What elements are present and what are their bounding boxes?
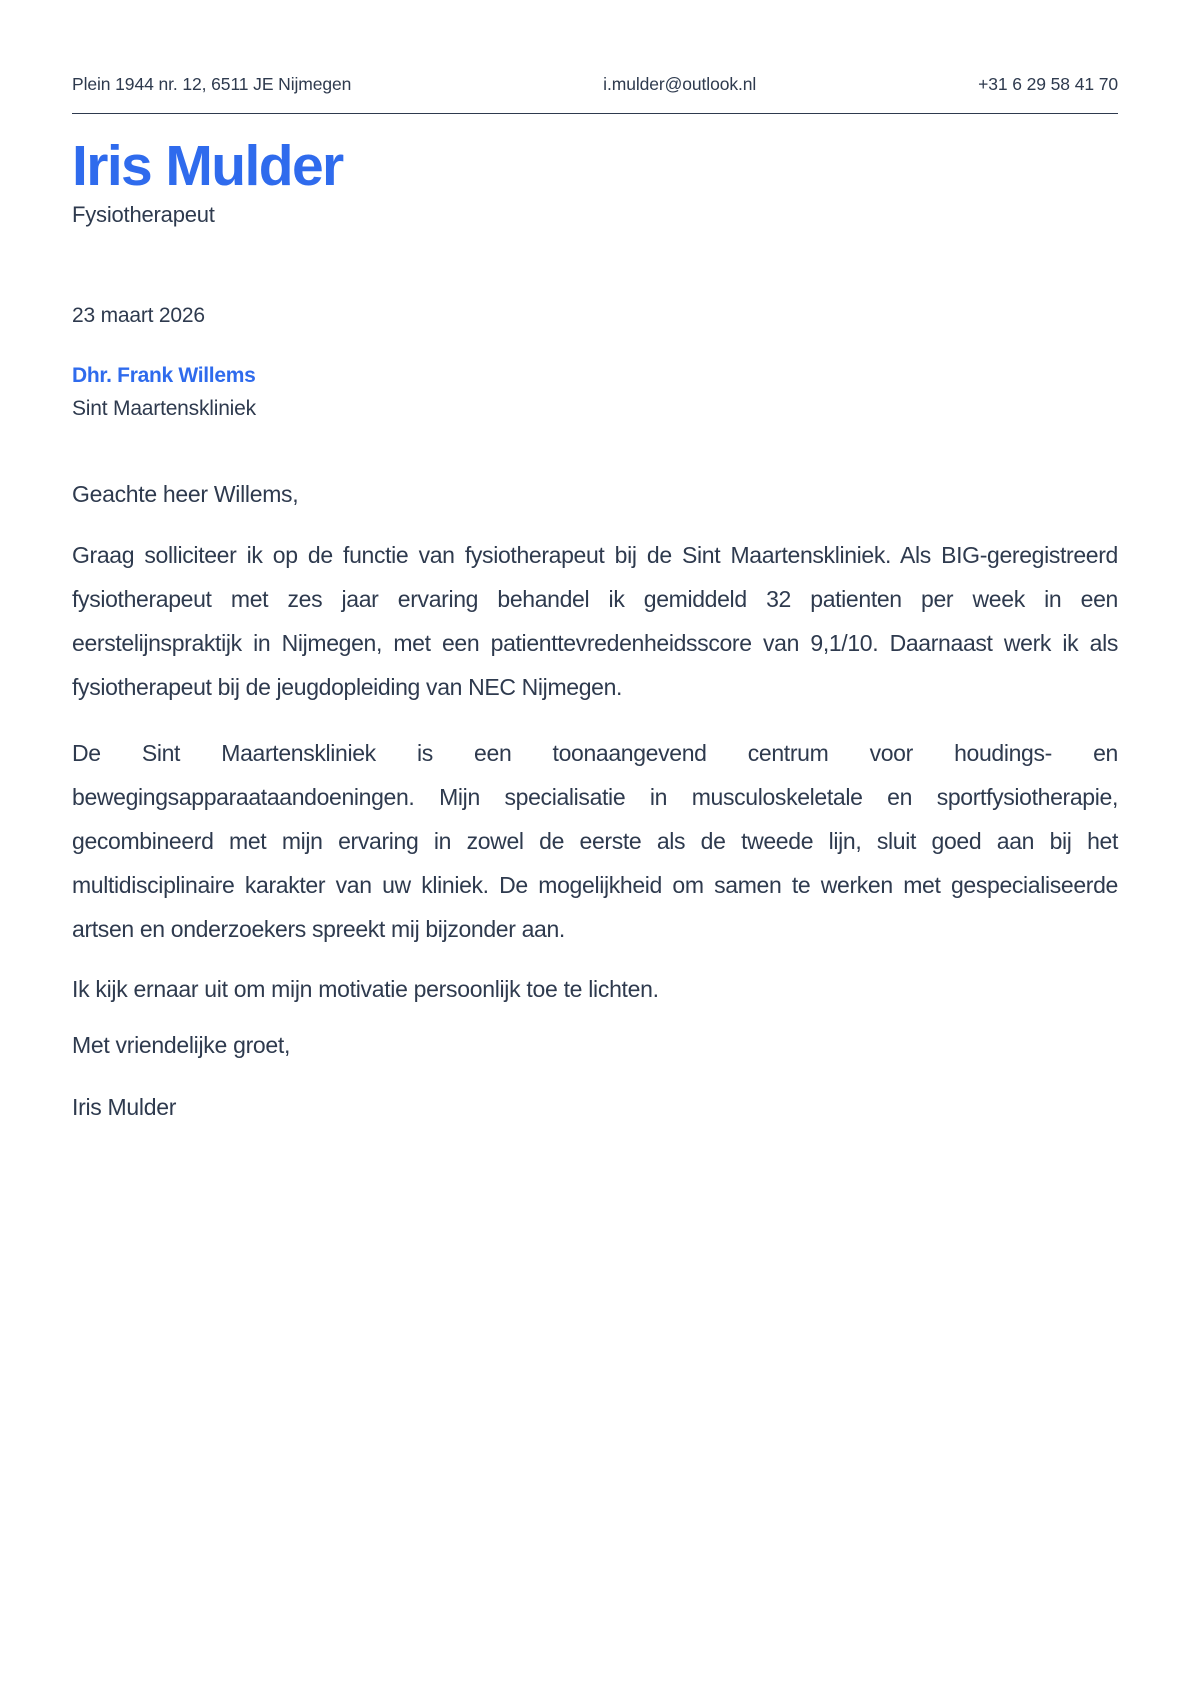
salutation: Geachte heer Willems,	[72, 481, 299, 508]
signature-name: Iris Mulder	[72, 1094, 177, 1121]
body-paragraph-3: Ik kijk ernaar uit om mijn motivatie persoonlijk toe te lichten.	[72, 976, 659, 1003]
contact-email[interactable]: i.mulder@outlook.nl	[603, 74, 757, 94]
letter-body	[72, 477, 1118, 1124]
body-paragraph-1: Graag solliciteer ik op de functie van fysiotherapeut bij de Sint Maartenskliniek. Als BIG-geregistreerd fysiotherapeut met zes jaar ervaring behandel ik gemiddeld 32 patienten per week in een eerstelijnspraktijk in Nijmegen, met een patienttevredenheidsscore van 9,1/10. Daarnaast werk ik als fysiotherapeut bij de jeugdopleiding van NEC Nijmegen.	[72, 541, 1118, 701]
recipient-block	[72, 364, 1118, 421]
body-paragraph-2: De Sint Maartenskliniek is een toonaangevend centrum voor houdings- en bewegingsapparaataandoeningen. Mijn specialisatie in musculoskeletale en sportfysiotherapie, gecombineerd met mijn ervaring in zowel de eerste als de tweede lijn, sluit goed aan bij het multidisciplinaire karakter van uw kliniek. De mogelijkheid om samen te werken met gespecialiseerde artsen en onderzoekers spreekt mij bijzonder aan.	[72, 739, 1118, 943]
letter-date: 23 maart 2026	[72, 304, 205, 328]
contact-header	[72, 0, 1118, 95]
recipient-organization: Sint Maartenskliniek	[72, 397, 256, 421]
recipient-name: Dhr. Frank Willems	[72, 364, 256, 388]
page-title: Iris Mulder	[72, 134, 343, 198]
closing-salutation: Met vriendelijke groet,	[72, 1031, 291, 1058]
contact-address: Plein 1944 nr. 12, 6511 JE Nijmegen	[72, 74, 352, 94]
job-title: Fysiotherapeut	[72, 202, 215, 228]
contact-phone[interactable]: +31 6 29 58 41 70	[978, 74, 1118, 94]
identity-block	[72, 136, 1118, 228]
header-divider	[72, 113, 1118, 114]
